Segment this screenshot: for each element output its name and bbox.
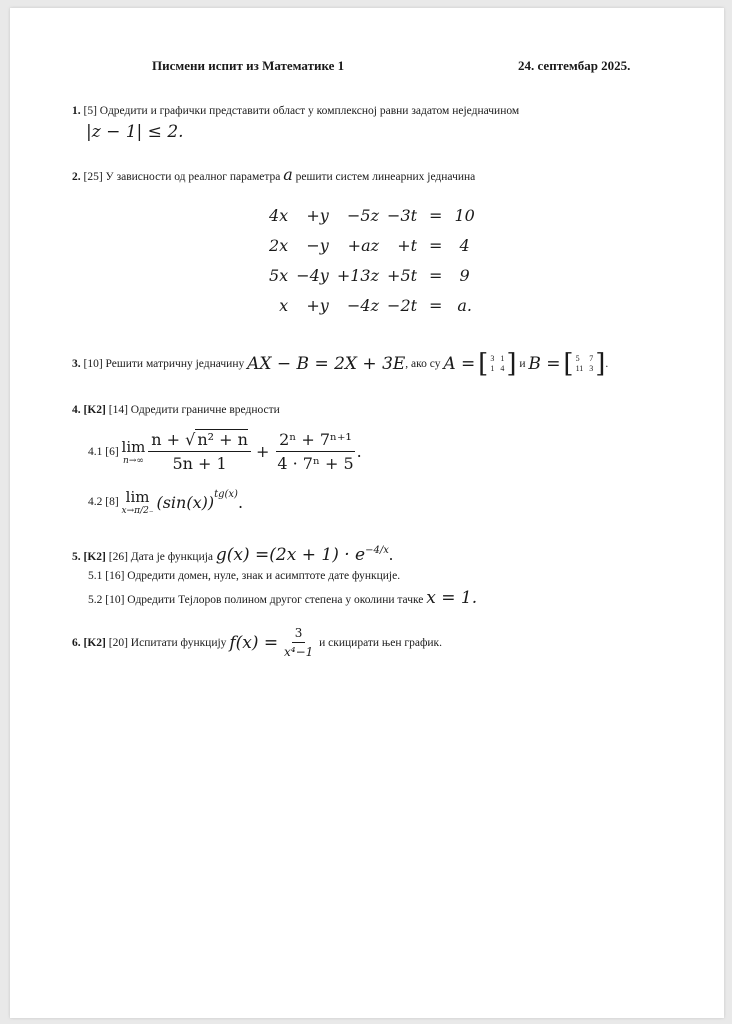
matrix-entry: 5 xyxy=(575,354,580,363)
limit-operator xyxy=(122,488,154,516)
subproblem-label: 5.2 [10] xyxy=(88,594,125,606)
system-cell: x xyxy=(279,295,289,315)
matrix-b-label: B = xyxy=(528,354,561,374)
lim-text: lim xyxy=(121,437,146,456)
matrix-entry: 3 xyxy=(490,354,495,363)
system-cell: a. xyxy=(457,295,472,315)
problem-points: [25] xyxy=(83,171,103,183)
problem-text-2: и скицирати њен график. xyxy=(319,636,443,649)
problem-number: 1. xyxy=(72,105,81,117)
system-cell: = xyxy=(429,295,443,315)
system-row xyxy=(265,260,479,290)
denominator: 5n + 1 xyxy=(172,454,227,473)
problem-3 xyxy=(72,351,608,377)
matrix-a-label: A = xyxy=(443,354,476,374)
matrix-equation: AX − B = 2X + 3E xyxy=(247,354,406,374)
numerator: n + √ xyxy=(151,430,196,449)
problem-points: [14] xyxy=(108,404,128,416)
system-row xyxy=(265,290,479,320)
problem-text: Одредити граничне вредности xyxy=(130,404,280,416)
problem-points: [10] xyxy=(83,358,103,370)
lim-subscript: n→∞ xyxy=(123,455,144,466)
denominator: 4 · 7ⁿ + 5 xyxy=(277,454,354,473)
problem-1 xyxy=(72,105,519,117)
system-cell: 4 xyxy=(459,235,470,255)
system-row xyxy=(265,200,479,230)
problem-points: [26] xyxy=(108,551,128,563)
end-punct: . xyxy=(356,442,362,461)
sqrt-body: n² + n xyxy=(197,430,248,449)
system-cell: −2t xyxy=(387,295,418,315)
end-punct: . xyxy=(237,492,244,512)
problem-points: [5] xyxy=(83,105,97,117)
problem-text-2: решити систем линеарних једначина xyxy=(295,171,476,183)
lim-subscript: x→π/2₋ xyxy=(121,506,154,516)
subproblem-5-1 xyxy=(88,570,400,582)
problem-6 xyxy=(72,626,442,659)
exam-title: Писмени испит из Математике 1 xyxy=(152,58,345,73)
fraction-1 xyxy=(148,430,251,473)
end-punct: . xyxy=(388,545,394,564)
exponent: tg(x) xyxy=(214,488,238,500)
system-cell: 10 xyxy=(454,205,475,225)
exam-date: 24. септембар 2025. xyxy=(518,58,631,73)
subproblem-4-2 xyxy=(88,488,243,516)
problem-tag: [K2] xyxy=(83,551,106,563)
lim-text: lim xyxy=(125,488,150,506)
denominator: x⁴−1 xyxy=(283,645,314,659)
system-cell: −5z xyxy=(347,205,380,225)
plus-sign: + xyxy=(255,442,270,461)
system-cell: 2x xyxy=(269,235,289,255)
problem-number: 3. xyxy=(72,358,81,370)
function-f: f(x) = xyxy=(229,632,279,653)
matrix-entry: 1 xyxy=(500,354,505,363)
problem-2 xyxy=(72,165,475,184)
matrix-entry: 1 xyxy=(490,364,495,373)
problem-tag: [K2] xyxy=(83,636,106,649)
problem-points: [20] xyxy=(108,636,128,649)
system-cell: 5x xyxy=(269,265,289,285)
matrix-entry: 7 xyxy=(589,354,594,363)
problem-1-formula: |z − 1| ≤ 2. xyxy=(86,122,184,142)
numerator: 2ⁿ + 7ⁿ⁺¹ xyxy=(276,430,355,452)
problem-text: Дата је функција xyxy=(130,551,214,563)
subproblem-text: Одредити Тејлоров полином другог степена у околини тачке xyxy=(127,594,424,606)
problem-number: 2. xyxy=(72,171,81,183)
system-cell: −y xyxy=(306,235,329,255)
problem-tag: [K2] xyxy=(83,404,106,416)
problem-5 xyxy=(72,545,393,565)
problem-text-2: , ако су xyxy=(405,358,441,370)
linear-system xyxy=(265,200,479,320)
function-g: g(x) =(2x + 1) · e xyxy=(215,545,366,565)
system-cell: +t xyxy=(397,235,418,255)
numerator: 3 xyxy=(292,626,306,643)
fraction-2 xyxy=(274,430,356,473)
problem-text: Испитати функцију xyxy=(130,636,227,649)
system-cell: = xyxy=(429,265,443,285)
parameter: a xyxy=(283,165,293,184)
system-cell: −4y xyxy=(296,265,329,285)
matrix-entry: 11 xyxy=(575,364,584,373)
limit-expression: (sin(x)) xyxy=(156,492,215,512)
subproblem-4-1 xyxy=(88,430,362,473)
system-cell: +y xyxy=(306,205,329,225)
subproblem-label: 4.1 [6] xyxy=(88,445,119,458)
system-cell: 9 xyxy=(459,265,470,285)
limit-operator xyxy=(122,438,146,466)
system-row xyxy=(265,230,479,260)
system-cell: +az xyxy=(347,235,380,255)
matrix-entry: 3 xyxy=(589,364,594,373)
system-cell: +13z xyxy=(336,265,380,285)
problem-number: 5. xyxy=(72,551,81,563)
subproblem-5-2 xyxy=(88,588,477,608)
system-cell: −4z xyxy=(347,295,380,315)
end-punct: . xyxy=(605,358,609,370)
matrix-entry: 4 xyxy=(500,364,505,373)
problem-number: 6. xyxy=(72,636,81,649)
exponent: −4/x xyxy=(365,545,389,556)
subproblem-label: 5.1 [16] xyxy=(88,570,125,582)
fraction xyxy=(281,626,316,659)
subproblem-label: 4.2 [8] xyxy=(88,496,119,508)
exam-page xyxy=(10,8,724,1018)
system-cell: 4x xyxy=(269,205,289,225)
problem-text: Одредити и графички представити област у комплексној равни задатом неједначином xyxy=(99,105,520,117)
matrix-b: [ 5 7 11 3 ] xyxy=(563,349,606,379)
system-cell: = xyxy=(429,205,443,225)
system-cell: +5t xyxy=(387,265,418,285)
system-cell: +y xyxy=(306,295,329,315)
matrix-a: [ 3 1 1 4 ] xyxy=(478,349,517,379)
problem-text: У зависности од реалног параметра xyxy=(105,171,281,183)
problem-text: Решити матричну једначину xyxy=(105,358,245,370)
conjunction: и xyxy=(519,358,526,370)
problem-4 xyxy=(72,404,280,416)
system-cell: = xyxy=(429,235,443,255)
system-cell: −3t xyxy=(387,205,418,225)
taylor-point: x = 1. xyxy=(426,588,478,608)
subproblem-text: Одредити домен, нуле, знак и асимптоте дате функције. xyxy=(127,570,401,582)
problem-number: 4. xyxy=(72,404,81,416)
